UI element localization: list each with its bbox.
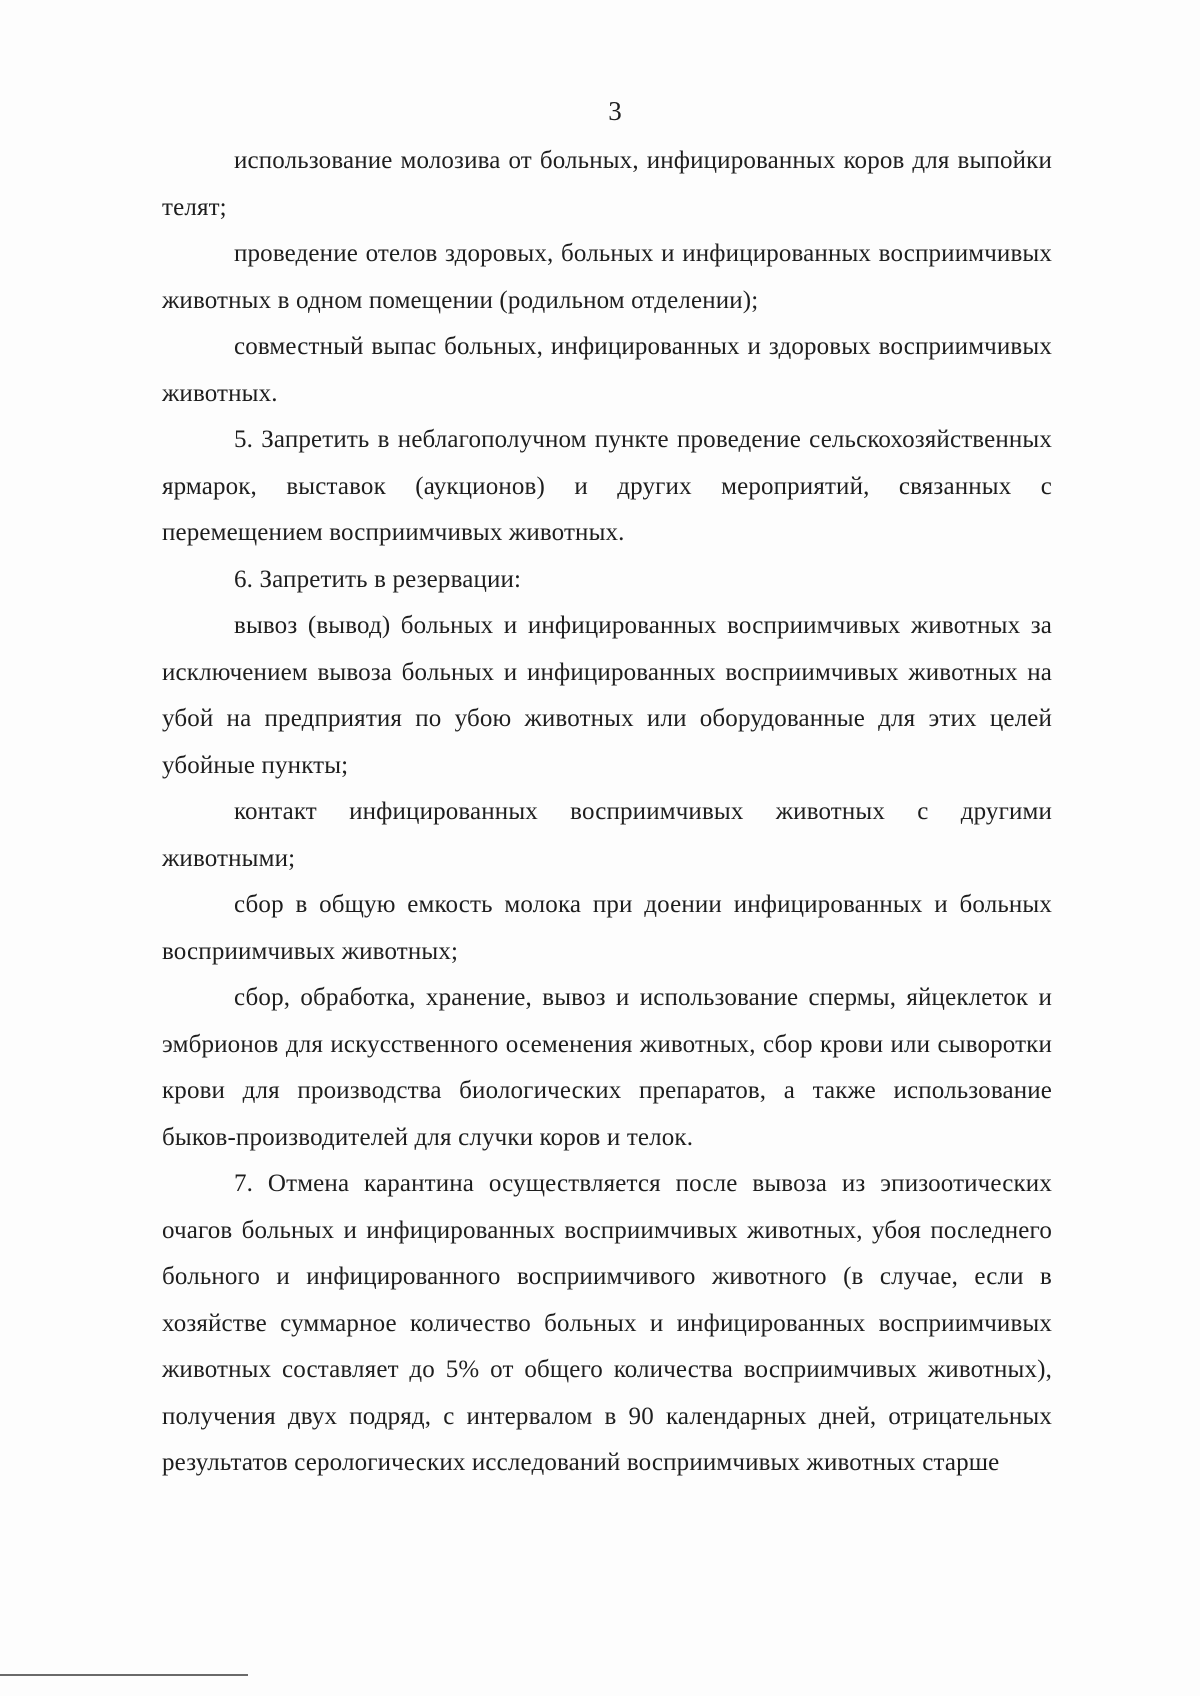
paragraph-grazing: совместный выпас больных, инфицированных и здоровых восприимчивых животных. [162, 333, 1052, 407]
page-number: 3 [608, 96, 622, 126]
paragraph-milk: сбор в общую емкость молока при доении инфицированных и больных восприимчивых животных; [162, 891, 1052, 965]
paragraph-item-5: 5. Запретить в неблагополучном пункте проведение сельскохозяйственных ярмарок, выставок (аукционов) и других мероприятий, связанных с перемещением восприимчивых животных. [162, 426, 1052, 546]
paragraph-removal: вывоз (вывод) больных и инфицированных восприимчивых животных за исключением вывоза больных и инфицированных восприимчивых животных на убой на предприятия по убою животных или оборудованные для этих целей убойные пункты; [162, 612, 1052, 779]
paragraph-semen: сбор, обработка, хранение, вывоз и использование спермы, яйцеклеток и эмбрионов для искусственного осеменения животных, сбор крови или сыворотки крови для производства биологических препаратов, а также использование быков-производителей для случки коров и телок. [162, 984, 1052, 1151]
paragraph-colostrum: использование молозива от больных, инфицированных коров для выпойки телят; [162, 147, 1052, 221]
paragraph-calving: проведение отелов здоровых, больных и инфицированных восприимчивых животных в одном помещении (родильном отделении); [162, 240, 1052, 314]
document-body [162, 138, 1052, 1487]
paragraph-contact: контакт инфицированных восприимчивых животных с другими животными; [162, 798, 1052, 872]
footer-divider [0, 1674, 248, 1676]
paragraph-item-7: 7. Отмена карантина осуществляется после вывоза из эпизоотических очагов больных и инфицированных восприимчивых животных, убоя последнего больного и инфицированного восприимчивого животного (в случае, если в хозяйстве суммарное количество больных и инфицированных восприимчивых животных составляет до 5% от общего количества восприимчивых животных), получения двух подряд, с интервалом в 90 календарных дней, отрицательных результатов серологических исследований восприимчивых животных старше [162, 1170, 1052, 1476]
paragraph-item-6-heading: 6. Запретить в резервации: [234, 565, 522, 593]
